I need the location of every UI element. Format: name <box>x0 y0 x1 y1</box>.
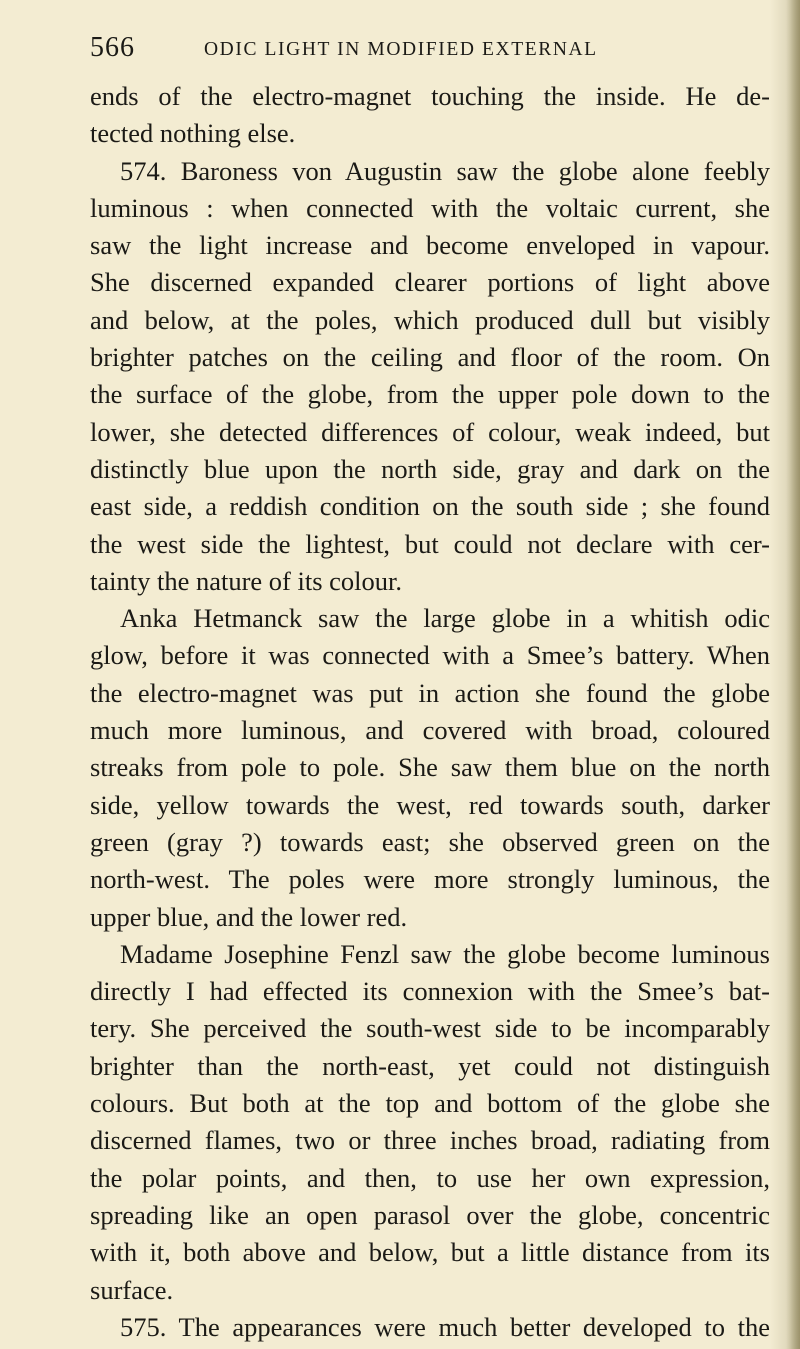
page-number: 566 <box>90 32 135 63</box>
text-line: tected nothing else. <box>90 118 296 149</box>
text-line: with it, both above and below, but a little distance from its <box>90 1237 770 1268</box>
text-line: tery. She perceived the south-west side to be incomparably <box>90 1013 770 1044</box>
text-line: the polar points, and then, to use her own expression, <box>90 1162 770 1193</box>
text-line: luminous : when connected with the voltaic current, she <box>90 192 770 223</box>
text-line: east side, a reddish condition on the south side ; she found <box>90 491 770 522</box>
text-line: ends of the electro-magnet touching the inside. He de- <box>90 81 770 111</box>
text-line: brighter patches on the ceiling and floor of the room. On <box>90 342 770 373</box>
text-line: upper blue, and the lower red. <box>90 901 408 932</box>
text-line: green (gray ?) towards east; she observed green on the <box>90 826 770 857</box>
text-line: the surface of the globe, from the upper pole down to the <box>90 379 770 410</box>
running-head <box>90 32 730 66</box>
text-line: surface. <box>90 1274 174 1305</box>
page-edge-shadow <box>786 0 800 1349</box>
text-line: brighter than the north-east, yet could not distinguish <box>90 1050 770 1081</box>
text-line: discerned flames, two or three inches broad, radiating from <box>90 1125 770 1156</box>
text-line: north-west. The poles were more strongly luminous, the <box>90 864 770 895</box>
text-line: the electro-magnet was put in action she found the globe <box>90 677 770 708</box>
text-line: distinctly blue upon the north side, gray and dark on the <box>90 453 770 484</box>
paragraph-575-start: 575. The appearances were much better developed to the <box>120 1311 770 1342</box>
paragraph-anka-start: Anka Hetmanck saw the large globe in a whitish odic <box>120 603 770 634</box>
text-line: colours. But both at the top and bottom of the globe she <box>90 1088 770 1119</box>
text-line: side, yellow towards the west, red towards south, darker <box>90 789 770 820</box>
running-title: ODIC LIGHT IN MODIFIED EXTERNAL <box>204 39 598 60</box>
text-line: She discerned expanded clearer portions of light above <box>90 267 770 298</box>
text-line: glow, before it was connected with a Smee’s battery. When <box>90 640 770 671</box>
paragraph-fenzl-start: Madame Josephine Fenzl saw the globe become luminous <box>120 938 770 969</box>
text-line: spreading like an open parasol over the globe, concentric <box>90 1199 770 1230</box>
text-line: lower, she detected differences of colour, weak indeed, but <box>90 416 770 447</box>
paragraph-574-start: 574. Baroness von Augustin saw the globe alone feebly <box>120 155 770 186</box>
text-line: tainty the nature of its colour. <box>90 565 403 596</box>
text-line: and below, at the poles, which produced dull but visibly <box>90 304 770 335</box>
text-line: directly I had effected its connexion with the Smee’s bat- <box>90 976 770 1007</box>
text-line: the west side the lightest, but could not declare with cer- <box>90 528 770 559</box>
text-line: streaks from pole to pole. She saw them blue on the north <box>90 752 770 783</box>
text-line: much more luminous, and covered with broad, coloured <box>90 715 770 746</box>
body-text <box>90 78 770 1346</box>
text-line: saw the light increase and become enveloped in vapour. <box>90 230 770 261</box>
